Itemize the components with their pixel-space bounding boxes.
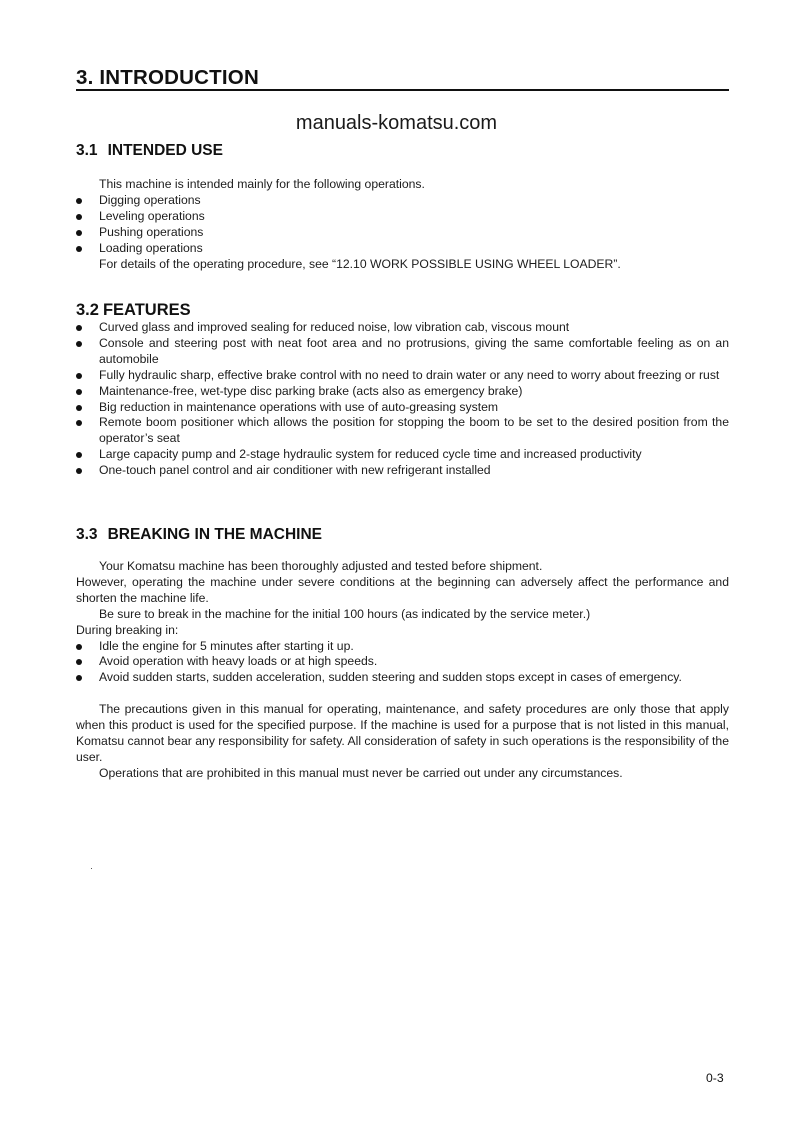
list-item: Big reduction in maintenance operations with use of auto-greasing system <box>76 400 729 416</box>
intro-text: This machine is intended mainly for the following operations. <box>99 177 425 191</box>
scan-speck <box>91 868 92 869</box>
bullet-icon <box>76 405 82 411</box>
list-item: Avoid operation with heavy loads or at high speeds. <box>76 654 729 670</box>
bullet-icon <box>76 230 82 236</box>
section-heading-intended-use <box>76 142 223 160</box>
title-rule <box>76 89 729 91</box>
list-item: Fully hydraulic sharp, effective brake control with no need to drain water or any need to worry about freezing or rust <box>76 368 729 384</box>
section-title: INTENDED USE <box>107 142 223 159</box>
section-title: BREAKING IN THE MACHINE <box>107 526 322 543</box>
list-item: Idle the engine for 5 minutes after starting it up. <box>76 639 729 655</box>
list-item: Leveling operations <box>76 209 729 225</box>
paragraph: During breaking in: <box>76 622 179 637</box>
bullet-icon <box>76 468 82 474</box>
list-item: Loading operations <box>76 241 729 257</box>
bullet-icon <box>76 373 82 379</box>
intended-use-body <box>76 177 729 272</box>
list-item: Digging operations <box>76 193 729 209</box>
bullet-icon <box>76 389 82 395</box>
section-number: 3.3 <box>76 526 98 543</box>
bullet-icon <box>76 644 82 650</box>
section-number: 3.2 <box>76 301 99 319</box>
features-list <box>76 320 729 479</box>
paragraph: Operations that are prohibited in this manual must never be carried out under any circumstances. <box>99 765 623 780</box>
page-number: 0-3 <box>706 1071 724 1085</box>
section-title: FEATURES <box>102 301 191 319</box>
bullet-icon <box>76 675 82 681</box>
list-item: Maintenance-free, wet-type disc parking brake (acts also as emergency brake) <box>76 384 729 400</box>
paragraph: However, operating the machine under severe conditions at the beginning can adversely affect the performance and shorten the machine life. <box>76 574 729 605</box>
section-heading-breaking-in <box>76 526 322 544</box>
bullet-icon <box>76 420 82 426</box>
list-item: Console and steering post with neat foot area and no protrusions, giving the same comfortable feeling as on an automobile <box>76 336 729 368</box>
chapter-heading <box>76 66 729 90</box>
paragraph: The precautions given in this manual for operating, maintenance, and safety procedures are only those that apply when this product is used for the specified purpose. If the machine is used for a purpose that is not listed in this manual, Komatsu cannot bear any responsibility for safety. All consideration of safety in such operations is the responsibility of the user. <box>76 702 729 764</box>
bullet-icon <box>76 325 82 331</box>
bullet-icon <box>76 341 82 347</box>
section-heading-features <box>76 301 191 320</box>
list-item: Curved glass and improved sealing for reduced noise, low vibration cab, viscous mount <box>76 320 729 336</box>
bullet-icon <box>76 452 82 458</box>
list-item: One-touch panel control and air conditioner with new refrigerant installed <box>76 463 729 479</box>
paragraph: Be sure to break in the machine for the initial 100 hours (as indicated by the service meter.) <box>99 606 591 621</box>
bullet-icon <box>76 246 82 252</box>
list-item: Avoid sudden starts, sudden acceleration, sudden steering and sudden stops except in cases of emergency. <box>76 670 729 686</box>
note-text: For details of the operating procedure, see “12.10 WORK POSSIBLE USING WHEEL LOADER”. <box>99 256 621 271</box>
bullet-icon <box>76 198 82 204</box>
chapter-title: 3. INTRODUCTION <box>76 66 259 89</box>
list-item: Remote boom positioner which allows the position for stopping the boom to be set to the desired position from the operator’s seat <box>76 415 729 447</box>
list-item: Pushing operations <box>76 225 729 241</box>
paragraph: Your Komatsu machine has been thoroughly adjusted and tested before shipment. <box>99 559 543 573</box>
section-number: 3.1 <box>76 142 98 159</box>
bullet-icon <box>76 659 82 665</box>
list-item: Large capacity pump and 2-stage hydraulic system for reduced cycle time and increased productivity <box>76 447 729 463</box>
watermark-text: manuals-komatsu.com <box>295 112 498 134</box>
breaking-in-body <box>76 559 729 782</box>
bullet-icon <box>76 214 82 220</box>
